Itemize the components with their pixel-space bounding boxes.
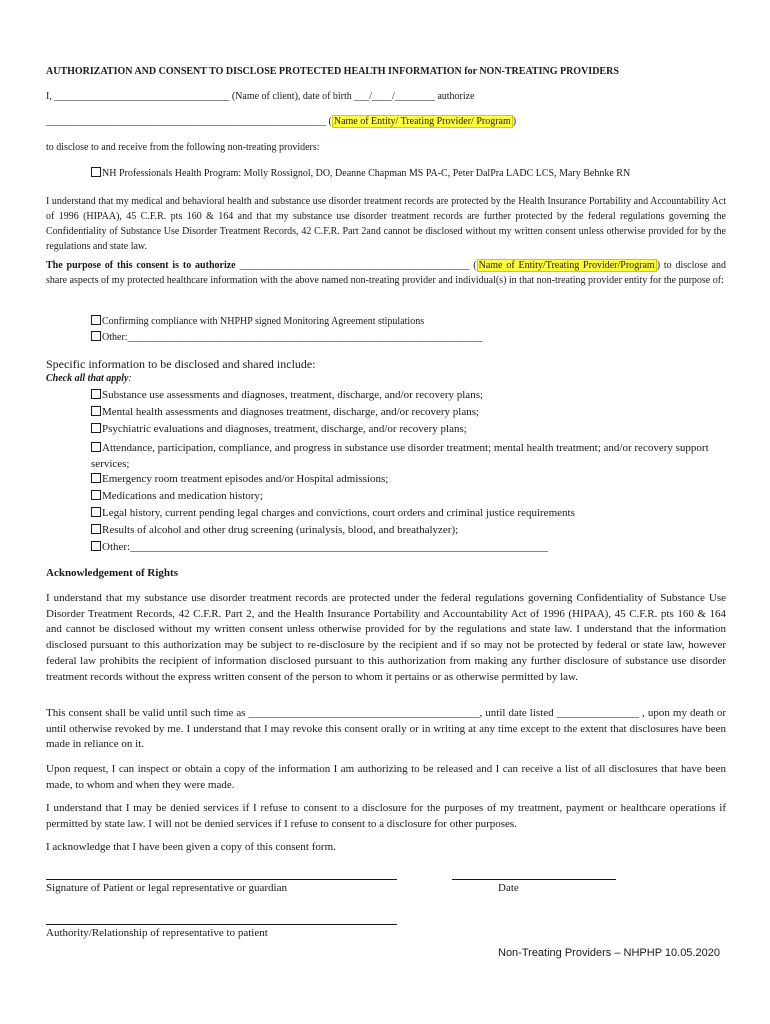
client-name-dob-line[interactable]: I, ___________________________________ (Name of client), date of birth ___/____/________ authorize: [46, 91, 475, 102]
info-checkbox[interactable]: [91, 507, 101, 517]
info-checkbox[interactable]: [91, 524, 101, 534]
acknowledgement-heading: Acknowledgement of Rights: [46, 567, 178, 579]
purpose-paragraph: [46, 258, 726, 288]
purpose-other-checkbox[interactable]: [91, 331, 101, 341]
date-line[interactable]: [452, 879, 616, 880]
providers-label: NH Professionals Health Program: Molly Rossignol, DO, Deanne Chapman MS PA-C, Peter DalPra LADC LCS, Mary Behnke RN: [102, 168, 631, 179]
providers-option[interactable]: [91, 167, 630, 179]
signature-line[interactable]: [46, 879, 397, 880]
signature-label: Signature of Patient or legal representative or guardian: [46, 882, 287, 894]
info-item-label: Other:____________________________________________________________________________: [102, 541, 549, 553]
info-item-attendance[interactable]: [91, 440, 721, 472]
info-item-label: Mental health assessments and diagnoses treatment, discharge, and/or recovery plans;: [102, 406, 480, 418]
info-item-screening[interactable]: [91, 524, 458, 536]
info-item-label: Substance use assessments and diagnoses, treatment, discharge, and/or recovery plans;: [102, 389, 484, 401]
ack-inspect-paragraph: Upon request, I can inspect or obtain a copy of the information I am authorizing to be released and I can receive a list of all disclosures that have been made, to whom and when they were made.: [46, 763, 726, 791]
providers-checkbox[interactable]: [91, 167, 101, 177]
ack-copy-statement: I acknowledge that I have been given a copy of this consent form.: [46, 841, 336, 853]
info-item-mental-health[interactable]: [91, 406, 479, 418]
info-item-other[interactable]: [91, 541, 548, 553]
info-item-emergency[interactable]: [91, 473, 388, 485]
info-checkbox[interactable]: [91, 442, 101, 452]
check-all-text: Check all that apply: [46, 373, 129, 384]
purpose-rest: ) to disclose and share aspects of my protected healthcare information with the above named non-treating provider and individual(s) in that non-treating provider entity for the purpose of:: [46, 260, 726, 286]
authority-label: Authority/Relationship of representative to patient: [46, 927, 268, 939]
authority-line[interactable]: [46, 924, 397, 925]
compliance-checkbox[interactable]: [91, 315, 101, 325]
entity-name-highlight: Name of Entity/ Treating Provider/ Program: [333, 116, 511, 127]
info-item-label: Legal history, current pending legal charges and convictions, court orders and criminal justice requirements: [102, 507, 575, 519]
info-item-legal[interactable]: [91, 507, 575, 519]
check-all-instruction: [46, 373, 132, 384]
ack-denial-paragraph: I understand that I may be denied services if I refuse to consent to a disclosure for the purposes of my treatment, payment or healthcare operations if permitted by state law. I will not be denied services if I refuse to consent to a disclosure for other purposes.: [46, 802, 726, 830]
info-checkbox[interactable]: [91, 389, 101, 399]
disclose-intro: to disclose to and receive from the following non-treating providers:: [46, 142, 320, 153]
info-checkbox[interactable]: [91, 541, 101, 551]
ack-validity-paragraph[interactable]: This consent shall be valid until such time as __________________________________________, until date listed _______________ , upon my death or until otherwise revoked by me. I understand that I may revoke this consent orally or in writing at any time except to the extent that disclosures have been made in reliance on it.: [46, 707, 726, 751]
authorized-entity-line[interactable]: [46, 116, 516, 127]
specific-info-heading: Specific information to be disclosed and shared include:: [46, 357, 316, 371]
check-all-colon: :: [128, 373, 132, 384]
info-checkbox[interactable]: [91, 423, 101, 433]
info-item-label: Attendance, participation, compliance, and progress in substance use disorder treatment; mental health treatment; and/or recovery support services;: [91, 442, 709, 470]
purpose-entity-highlight: Name of Entity/Treating Provider/Program: [478, 260, 655, 271]
info-item-medications[interactable]: [91, 490, 263, 502]
info-item-substance[interactable]: [91, 389, 483, 401]
purpose-entity-blank[interactable]: ______________________________________________ (: [235, 260, 477, 271]
purpose-option-compliance[interactable]: [91, 315, 424, 327]
info-item-psychiatric[interactable]: [91, 423, 467, 435]
ack-confidentiality-paragraph: I understand that my substance use disorder treatment records are protected under the federal regulations governing Confidentiality of Substance Use Disorder Treatment Records, 42 C.F.R. Part 2, and the Health Insurance Portability and Accountability Act of 1996 (HIPAA), 45 C.F.R. pts 160 & 164 and cannot be disclosed without my written consent unless otherwise provided for by the regulations and state law. I understand that the information disclosed pursuant to this authorization may be subject to re-disclosure by the recipient and if so may not be protected by federal or state law, however federal law prohibits the recipient of information disclosed pursuant to this authorization from making any further disclosure of substance use disorder treatment records without the express written consent of the person to whom it pertains or as otherwise permitted by law.: [46, 592, 726, 683]
hipaa-understanding-paragraph: I understand that my medical and behavioral health and substance use disorder treatment records are protected by the Health Insurance Portability and Accountability Act of 1996 (HIPAA), 45 C.F.R. pts 160 & 164 and that my substance use disorder treatment records are further protected by the federal regulations governing the Confidentiality of Substance Use Disorder Treatment Records, 42 C.F.R. Part 2and cannot be disclosed without my written consent unless otherwise provided for by the regulations and state law.: [46, 196, 726, 252]
info-checkbox[interactable]: [91, 490, 101, 500]
date-label: Date: [498, 882, 519, 894]
purpose-lead: The purpose of this consent is to authorize: [46, 260, 236, 271]
purpose-option-label: Confirming compliance with NHPHP signed Monitoring Agreement stipulations: [102, 316, 425, 327]
info-checkbox[interactable]: [91, 473, 101, 483]
info-item-label: Results of alcohol and other drug screening (urinalysis, blood, and breathalyzer);: [102, 524, 459, 536]
purpose-option-label: Other:_______________________________________________________________________: [102, 332, 483, 343]
info-item-label: Emergency room treatment episodes and/or Hospital admissions;: [102, 473, 389, 485]
info-checkbox[interactable]: [91, 406, 101, 416]
purpose-option-other[interactable]: [91, 331, 483, 343]
footer-version: Non-Treating Providers – NHPHP 10.05.2020: [498, 947, 720, 959]
entity-close: ): [512, 116, 517, 127]
info-item-label: Psychiatric evaluations and diagnoses, treatment, discharge, and/or recovery plans;: [102, 423, 467, 435]
info-item-label: Medications and medication history;: [102, 490, 263, 502]
entity-blank[interactable]: ________________________________________________________ (: [46, 116, 332, 127]
form-title: AUTHORIZATION AND CONSENT TO DISCLOSE PROTECTED HEALTH INFORMATION for NON-TREATING PROVIDERS: [46, 66, 619, 77]
